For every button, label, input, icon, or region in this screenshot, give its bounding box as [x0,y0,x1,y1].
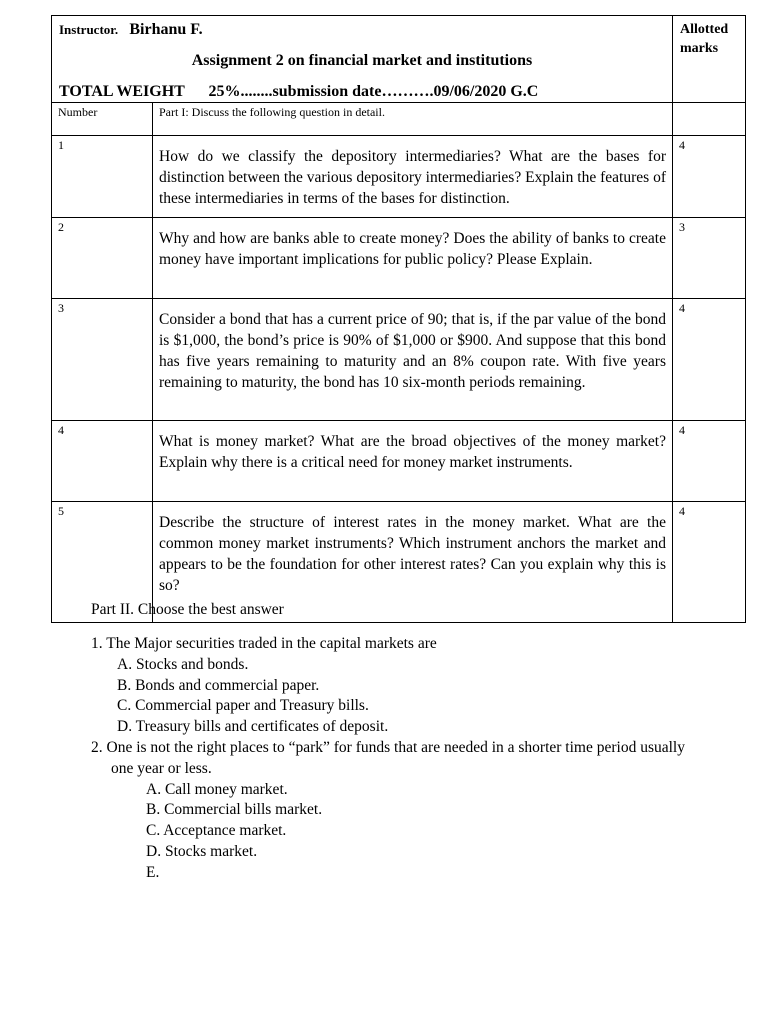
assignment-table [51,15,746,623]
instructor-line [59,21,203,39]
mcq-option: C. Acceptance market. [146,822,287,840]
mcq-options [111,780,691,884]
assignment-title: Assignment 2 on financial market and institutions [191,52,533,69]
question-text: Describe the structure of interest rates in the money market. What are the common money market instruments? Which instrument anchors the market and appears to be the foundation for other interest rates? Can you explain why this is so? [153,502,673,623]
mcq-option: D. Stocks market. [146,842,258,860]
question-marks: 4 [673,421,746,502]
part2-title: Part II. Choose the best answer [91,601,284,618]
question-marks: 3 [673,218,746,299]
mcq-question [91,634,691,738]
question-row [52,218,746,299]
header-cell [52,16,673,103]
question-row [52,421,746,502]
question-marks: 4 [673,299,746,421]
mcq-options [111,655,691,738]
number-column-header: Number [52,103,153,136]
mcq-option: C. Commercial paper and Treasury bills. [117,697,369,715]
mcq-question-text: 2. One is not the right places to “park” for funds that are needed in a shorter time period usually one year or less. [91,738,685,777]
mcq-option: A. Stocks and bonds. [117,655,249,673]
question-number: 5 [52,502,153,623]
question-marks: 4 [673,136,746,218]
instructor-name: Birhanu F. [129,21,203,38]
question-text: How do we classify the depository intermediaries? What are the bases for distinction between the various depository intermediaries? Explain the features of these intermediaries in terms of the bases for distinction. [153,136,673,218]
question-text: What is money market? What are the broad objectives of the money market? Explain why there is a critical need for money market instruments. [153,421,673,502]
question-text: Why and how are banks able to create money? Does the ability of banks to create money have important implications for public policy? Please Explain. [153,218,673,299]
mcq-list [91,634,691,884]
mcq-option: A. Call money market. [146,780,288,798]
question-number: 4 [52,421,153,502]
question-marks: 4 [673,502,746,623]
mcq-option: B. Commercial bills market. [146,801,323,819]
mcq-question [91,738,691,884]
part1-instruction: Part I: Discuss the following question in detail. [153,103,673,136]
instructor-label: Instructor. [59,22,119,37]
allotted-marks-header: Allotted marks [673,16,746,103]
question-number: 3 [52,299,153,421]
question-text: Consider a bond that has a current price of 90; that is, if the par value of the bond is $1,000, the bond’s price is 90% of $1,000 or $900. And suppose that this bond has five years remaining to maturity and an 8% coupon rate. With five years remaining to maturity, the bond has 10 six-month periods remaining. [153,299,673,421]
mcq-option: B. Bonds and commercial paper. [117,676,320,694]
question-number: 2 [52,218,153,299]
mcq-option: E. [146,863,160,881]
empty-cell [673,103,746,136]
question-row [52,136,746,218]
weight-line: TOTAL WEIGHT 25%........submission date……….09/06/2020 G.C [59,83,539,100]
question-row [52,299,746,421]
question-number: 1 [52,136,153,218]
mcq-option: D. Treasury bills and certificates of deposit. [117,718,389,736]
mcq-question-text: 1. The Major securities traded in the capital markets are [91,635,437,652]
